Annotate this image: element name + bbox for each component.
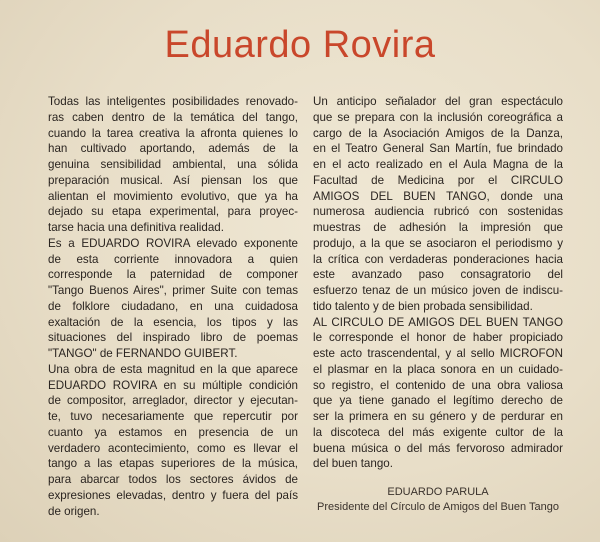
paragraph	[313, 315, 563, 473]
text-line: cuanto ya estamos en presencia de un	[48, 425, 298, 439]
text-line: genuina sensibilidad ambiental, una sólida	[48, 158, 298, 171]
text-line: dejado su etapa experimental, para proyec-	[48, 205, 298, 219]
text-line: expresiones elevadas, dentro y fuera del país	[48, 488, 298, 502]
left-column	[48, 94, 298, 519]
text-line: so registro, el contenido de una obra valiosa	[313, 378, 563, 392]
text-line: situaciones del inspirado libro de poemas	[48, 331, 298, 345]
text-line: de esta corriente innovadora a quien	[48, 252, 298, 266]
text-line: han cultivado aportando, además de la	[48, 142, 298, 156]
paragraph	[48, 94, 298, 236]
text-line: alientan el movimiento evolutivo, que ya ha	[48, 189, 298, 203]
title: Eduardo Rovira	[164, 24, 436, 66]
signature-role: Presidente del Círculo de Amigos del Buen Tango	[317, 501, 559, 513]
text-line: corresponde la paternidad de componer	[48, 268, 298, 282]
text-line: este avanzado paso consagratorio del	[313, 268, 563, 282]
text-line: tido talento y de bien probada sensibilidad.	[313, 299, 533, 313]
paragraph	[48, 236, 298, 362]
text-line: de folklore ciudadano, en una cuidadosa	[48, 299, 298, 313]
text-line: la discoteca del más exigente cultor de la	[313, 425, 563, 439]
text-line: el plasmar en la placa sonora en un cuidado-	[313, 362, 563, 376]
text-line: Todas las inteligentes posibilidades renovado-	[48, 95, 298, 108]
text-line: que ya tiene ganado el legítimo derecho de	[313, 394, 563, 408]
text-line: Facultad de Medicina por el CIRCULO	[313, 173, 563, 187]
text-line: tarse hacia una definitiva realidad.	[48, 221, 224, 234]
text-line: verdadero acontecimiento, como es llevar el	[48, 441, 298, 455]
text-line: AMIGOS DEL BUEN TANGO, donde una	[313, 189, 563, 203]
text-line: tango a las etapas superiores de la música,	[48, 457, 298, 471]
text-line: de origen.	[48, 504, 100, 518]
text-line: buena música o del más fervoroso admirador	[313, 441, 563, 455]
text-line: la crítica con verdaderas ponderaciones hacia	[313, 252, 563, 266]
text-line: le corresponde el honor de haber propiciado	[313, 331, 563, 345]
text-line: en el Teatro General San Martín, fue brindado	[313, 142, 563, 156]
signature-name: EDUARDO PARULA	[387, 486, 489, 498]
text-line: "Tango Buenos Aires", primer Suite con temas	[48, 284, 298, 297]
paragraph	[48, 362, 298, 520]
text-line: para abarcar todos los sectores ávidos de	[48, 473, 298, 486]
text-line: de compositor, arreglador, director y ejecutan-	[48, 394, 298, 408]
right-column	[313, 94, 563, 472]
paragraph	[313, 94, 563, 315]
text-line: EDUARDO ROVIRA en su múltiple condición	[48, 378, 298, 392]
text-line: produjo, a la que se asociaron el periodismo y	[313, 236, 563, 250]
text-line: Un anticipo señalador del gran espectáculo	[313, 95, 563, 108]
text-line: que se prepara con la inclusión coreográfica a	[313, 110, 563, 124]
text-line: muestras de adhesión la impresión que	[313, 221, 563, 234]
text-line: "TANGO" de FERNANDO GUIBERT.	[48, 347, 238, 360]
text-line: exaltación de la esencia, los tipos y las	[48, 315, 298, 329]
text-line: del buen tango.	[313, 457, 393, 471]
text-line: te, tuvo necesariamente que repercutir por	[48, 410, 298, 423]
text-line: cuando la tarea creativa la afronta quienes lo	[48, 126, 298, 140]
text-line: ras caben dentro de la temática del tango,	[48, 110, 298, 124]
text-line: AL CIRCULO DE AMIGOS DEL BUEN TANGO	[313, 315, 563, 329]
text-line: este acto trascendental, y al sello MICROFON	[313, 347, 563, 360]
text-line: numerosa audiencia rubricó con sostenidas	[313, 205, 563, 219]
text-line: cargo de la Asociación Amigos de la Danza,	[313, 126, 563, 140]
text-line: Es a EDUARDO ROVIRA elevado exponente	[48, 236, 298, 250]
text-line: Una obra de esta magnitud en la que aparece	[48, 362, 298, 376]
text-line: preparación musical. Así piensan los que	[48, 173, 298, 187]
text-line: ser la primera en su género y de perdurar en	[313, 410, 563, 423]
text-line: en el acto realizado en el Aula Magna de la	[313, 158, 563, 171]
text-line: esfuerzo tenaz de un músico joven de indiscu-	[313, 284, 563, 297]
